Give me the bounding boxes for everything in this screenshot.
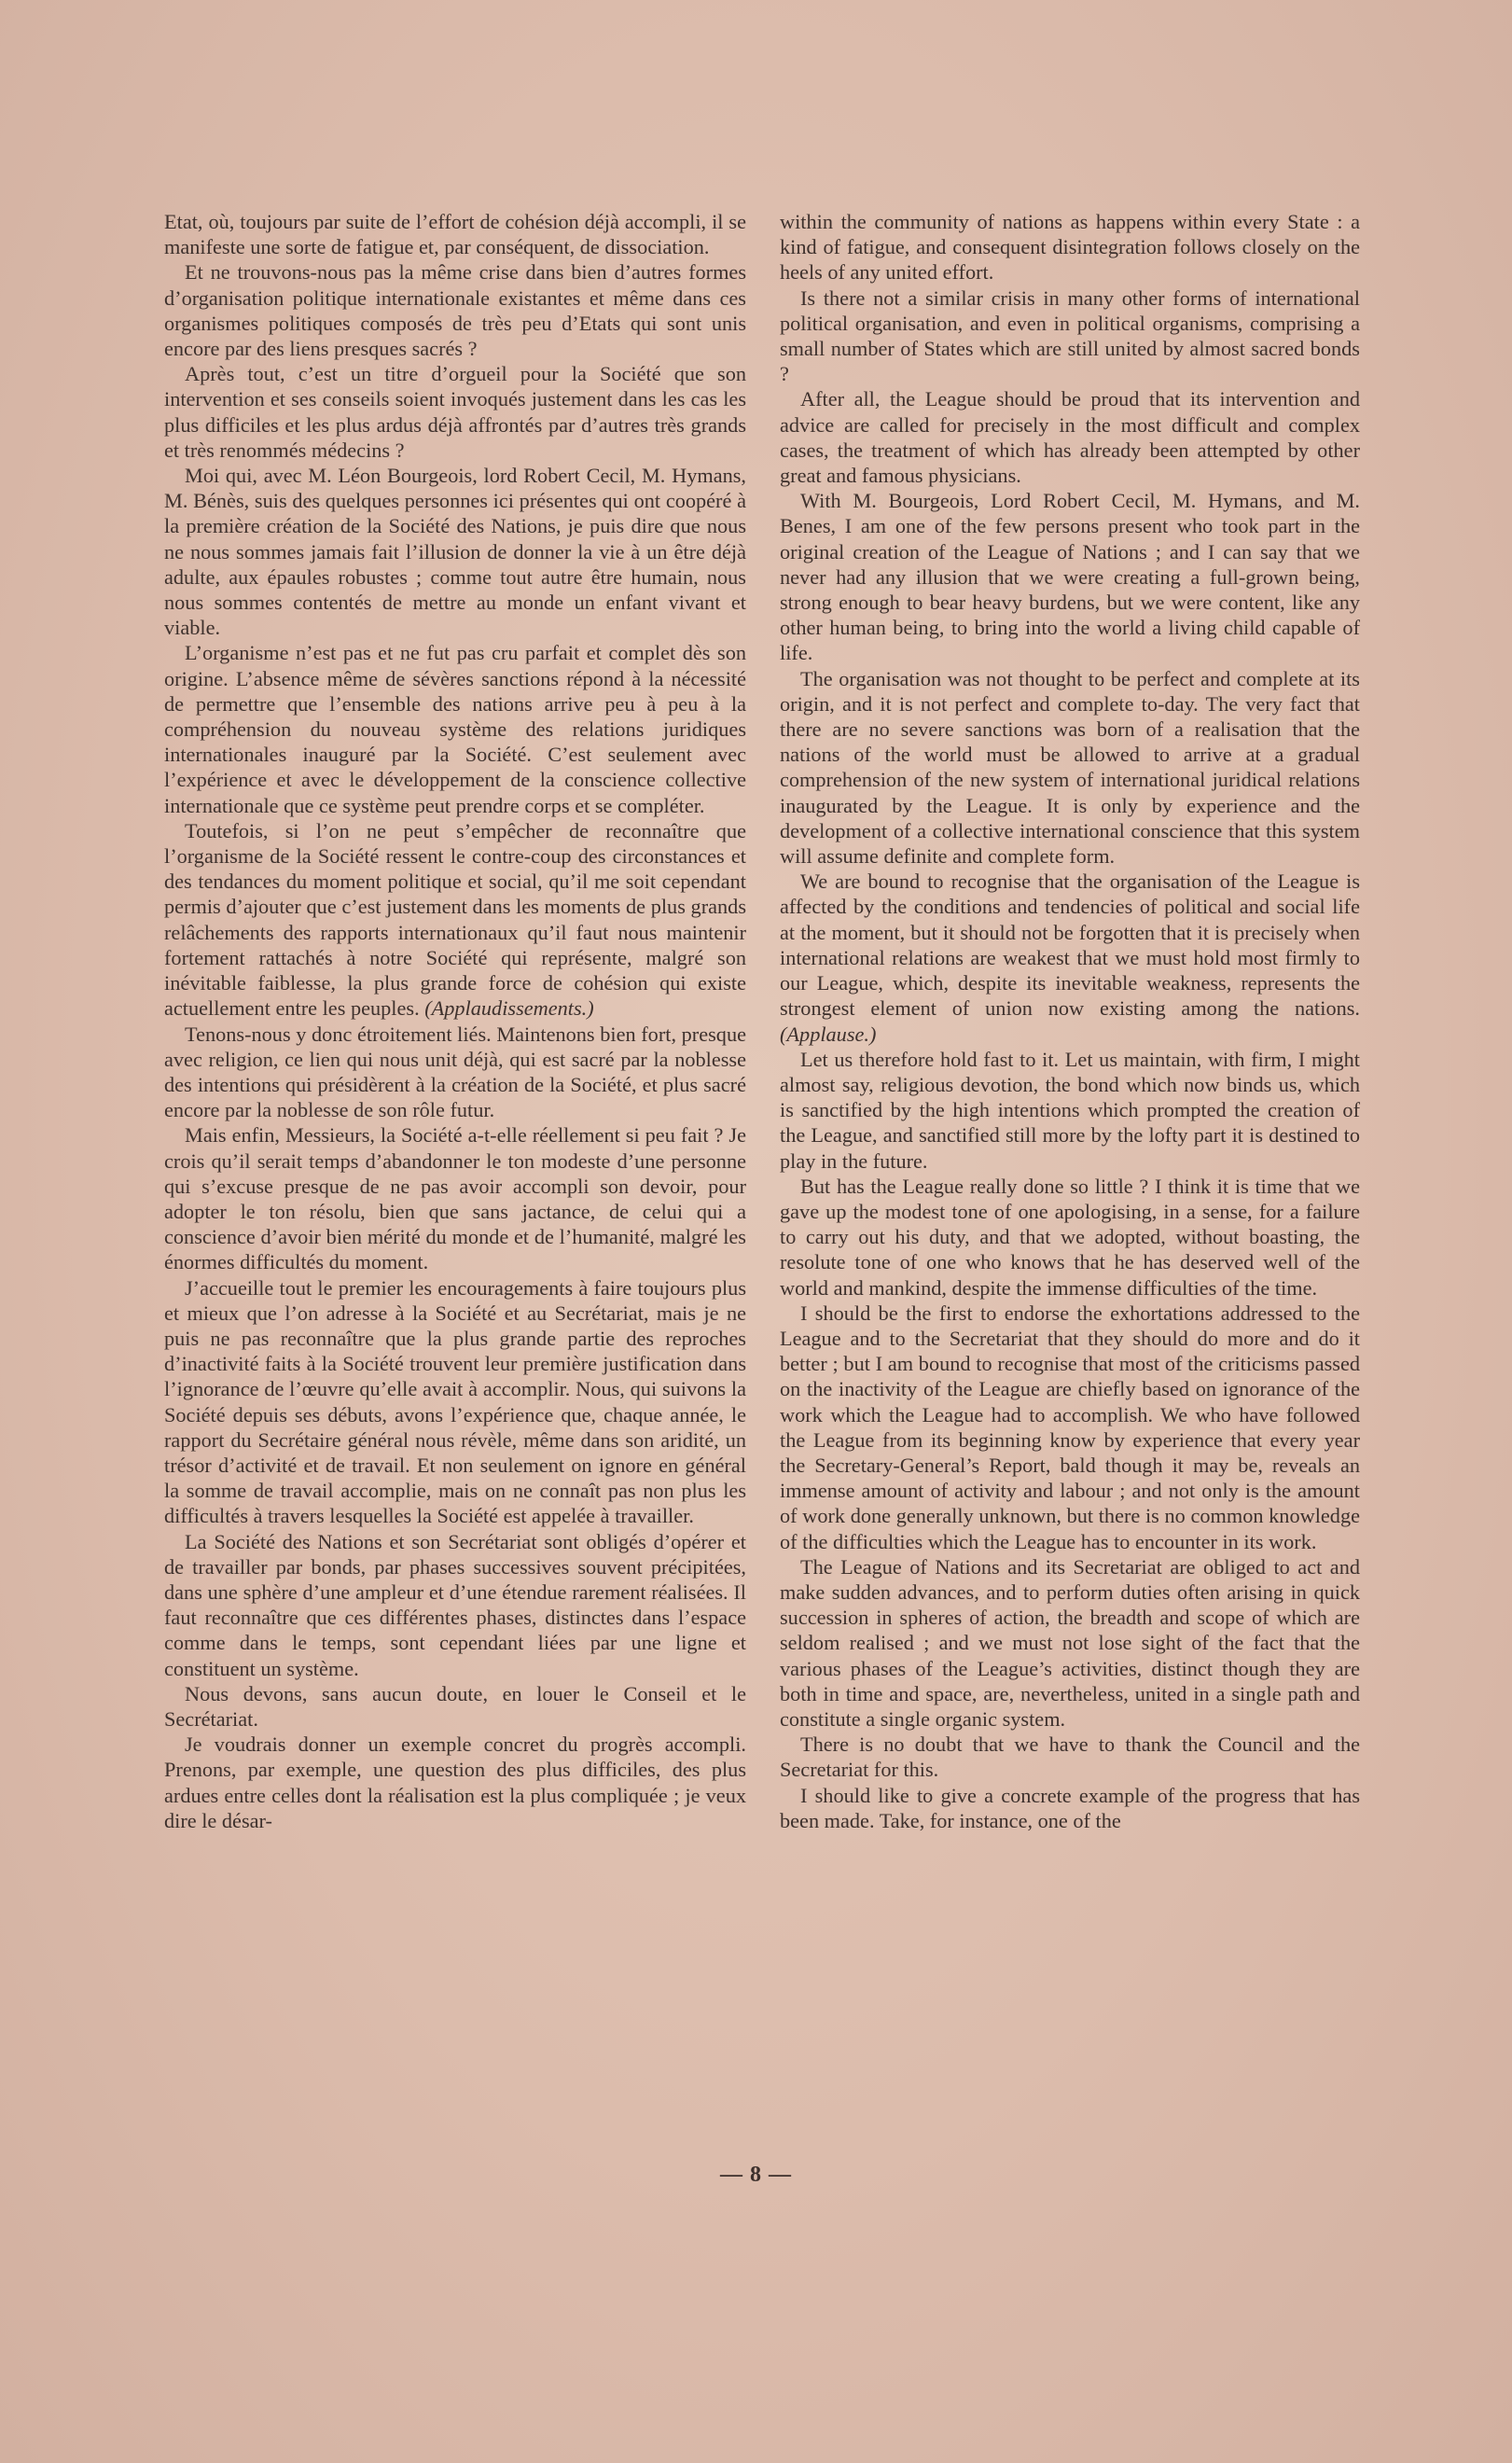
paragraph-text: Et ne trouvons-nous pas la même crise dans bien d’autres formes d’organisation politique internationale existantes et même dans ces organismes politiques composés de très peu d’Etats qui sont unis encore par des liens presques sacrés ? [164, 260, 746, 361]
applause-note: (Applaudissements.) [424, 996, 594, 1021]
paragraph [780, 666, 1360, 870]
paragraph [780, 488, 1360, 665]
paragraph-text: After all, the League should be proud that its intervention and advice are called for precisely in the most difficult and complex cases, the treatment of which has already been attempted by other great and famous physicians. [780, 387, 1360, 488]
paragraph [164, 361, 746, 463]
paragraph [780, 1732, 1360, 1782]
paragraph [164, 259, 746, 361]
paragraph [780, 1554, 1360, 1732]
paragraph-text: I should like to give a concrete example of the progress that has been made. Take, for instance, one of the [780, 1783, 1360, 1832]
paragraph-text: We are bound to recognise that the organisation of the League is affected by the conditions and tendencies of political and social life at the moment, but it should not be forgotten that it is precisely when international relations are weakest that we must hold most firmly to our League, which, despite its inevitable weakness, represents the strongest element of union now existing among the nations. [780, 870, 1360, 1021]
paragraph [780, 1301, 1360, 1554]
paragraph [780, 1047, 1360, 1174]
paragraph-text: La Société des Nations et son Secrétariat sont obligés d’opérer et de travailler par bonds, par phases successives souvent précipitées, dans une sphère d’une ampleur et d’une étendue rarement réalisées. Il faut reconnaître que ces différentes phases, distinctes dans l’espace comme dans le temps, sont cependant liées par une ligne et constituent un système. [164, 1529, 746, 1680]
paragraph-text: Toutefois, si l’on ne peut s’empêcher de reconnaître que l’organisme de la Société ressent le contre-coup des circonstances et des tendances du moment politique et social, qu’il me soit cependant permis d’ajouter que c’est justement dans les moments de plus grands relâchements des rapports internationaux qu’il faut nous maintenir fortement rattachés à notre Société qui représente, malgré son inévitable faiblesse, la plus grande force de cohésion qui existe actuellement entre les peuples. [164, 818, 746, 1021]
paragraph [164, 640, 746, 817]
paragraph-text: J’accueille tout le premier les encouragements à faire toujours plus et mieux que l’on adresse à la Société et au Secrétariat, mais je ne puis ne pas reconnaître que la plus grande partie des reproches d’inactivité faits à la Société trouvent leur première justification dans l’ignorance de l’œuvre qu’elle avait à accomplir. Nous, qui suivons la Société depuis ses débuts, avons l’expérience que, chaque année, le rapport du Secrétaire général nous révèle, même dans son aridité, un trésor d’activité et de travail. Et non seulement on ignore en général la somme de travail accomplie, mais on ne connaît pas non plus les difficultés à travers lesquelles la Société est appelée à travailler. [164, 1275, 746, 1528]
paragraph-text: Etat, où, toujours par suite de l’effort de cohésion déjà accompli, il se manifeste une sorte de fatigue et, par conséquent, de dissociation. [164, 210, 746, 259]
paragraph-text: Moi qui, avec M. Léon Bourgeois, lord Robert Cecil, M. Hymans, M. Bénès, suis des quelques personnes ici présentes qui ont coopéré à la première création de la Société des Nations, je puis dire que nous ne nous sommes jamais fait l’illusion de donner la vie à un être déjà adulte, aux épaules robustes ; comme tout autre être humain, nous nous sommes contentés de mettre au monde un enfant vivant et viable. [164, 464, 746, 640]
paragraph [780, 1783, 1360, 1833]
paragraph-text: But has the League really done so little ? I think it is time that we gave up the modest tone of one apologising, in a sense, for a failure to carry out his duty, and that we adopted, without boasting, the resolute tone of one who knows that he has deserved well of the world and mankind, despite the immense difficulties of the time. [780, 1174, 1360, 1300]
paragraph [164, 1529, 746, 1681]
english-text-column [780, 209, 1360, 1833]
applause-note: (Applause.) [780, 1022, 877, 1046]
paragraph-text: The League of Nations and its Secretariat are obliged to act and make sudden advances, and to perform duties often arising in quick succession in spheres of action, the breadth and scope of which are seldom realised ; and we must not lose sight of the fact that the various phases of the League’s activities, distinct though they are both in time and space, are, nevertheless, united in a single path and constitute a single organic system. [780, 1554, 1360, 1731]
paragraph-text: I should be the first to endorse the exhortations addressed to the League and to the Secretariat that they should do more and do it better ; but I am bound to recognise that most of the criticisms passed on the inactivity of the League are chiefly based on ignorance of the work which the League had to accomplish. We who have followed the League from its beginning know by experience that every year the Secretary-General’s Report, bald though it may be, reveals an immense amount of activity and labour ; and not only is the amount of work done generally unknown, but there is no common knowledge of the difficulties which the League has to encounter in its work. [780, 1301, 1360, 1553]
page-number: — 8 — [720, 2163, 792, 2187]
paragraph-text: Nous devons, sans aucun doute, en louer le Conseil et le Secrétariat. [164, 1681, 746, 1731]
paragraph-text: With M. Bourgeois, Lord Robert Cecil, M. Hymans, and M. Benes, I am one of the few persons present who took part in the original creation of the League of Nations ; and I can say that we never had any illusion that we were creating a full-grown being, strong enough to bear heavy burdens, but we were content, like any other human being, to bring into the world a living child capable of life. [780, 489, 1360, 665]
paragraph-text: Let us therefore hold fast to it. Let us maintain, with firm, I might almost say, religious devotion, the bond which now binds us, which is sanctified by the high intentions which prompted the creation of the League, and sanctified still more by the lofty part it is destined to play in the future. [780, 1047, 1360, 1173]
paragraph [780, 285, 1360, 387]
paragraph [780, 869, 1360, 1046]
paragraph [164, 209, 746, 259]
paragraph-text: within the community of nations as happens within every State : a kind of fatigue, and consequent disintegration follows closely on the heels of any united effort. [780, 210, 1360, 285]
paragraph [164, 1732, 746, 1833]
paragraph [164, 1275, 746, 1529]
paragraph-text: Tenons-nous y donc étroitement liés. Maintenons bien fort, presque avec religion, ce lien qui nous unit déjà, qui est sacré par la noblesse des intentions qui présidèrent à la création de la Société, et plus sacré encore par la noblesse de son rôle futur. [164, 1022, 746, 1122]
paragraph [780, 209, 1360, 285]
paragraph-text: Mais enfin, Messieurs, la Société a-t-elle réellement si peu fait ? Je crois qu’il serait temps d’abandonner le ton modeste d’une personne qui s’excuse presque de ne pas avoir accompli son devoir, pour adopter le ton résolu, bien que sans jactance, de celui qui a conscience d’avoir bien mérité du monde et de l’humanité, malgré les énormes difficultés du moment. [164, 1123, 746, 1274]
paragraph [164, 1022, 746, 1123]
paragraph-text: The organisation was not thought to be perfect and complete at its origin, and it is not perfect and complete to-day. The very fact that there are no severe sanctions was born of a realisation that the nations of the world must be allowed to arrive at a gradual comprehension of the new system of international juridical relations inaugurated by the League. It is only by experience and the development of a collective international conscience that this system will assume definite and complete form. [780, 666, 1360, 869]
paragraph-text: Après tout, c’est un titre d’orgueil pour la Société que son intervention et ses conseils soient invoqués justement dans les cas les plus difficiles et les plus ardus déjà affrontés par d’autres très grands et très renommés médecins ? [164, 362, 746, 462]
paragraph [164, 463, 746, 640]
paragraph [780, 1174, 1360, 1301]
paragraph-text: Je voudrais donner un exemple concret du progrès accompli. Prenons, par exemple, une question des plus difficiles, des plus ardues entre celles dont la réalisation est la plus compliquée ; je veux dire le désar- [164, 1732, 746, 1832]
paragraph [164, 1122, 746, 1274]
paragraph-text: L’organisme n’est pas et ne fut pas cru parfait et complet dès son origine. L’absence même de sévères sanctions répond à la nécessité de permettre que l’ensemble des nations arrive peu à peu à la compréhension du nouveau système des relations juridiques internationales inauguré par la Société. C’est seulement avec l’expérience et avec le développement de la conscience collective internationale que ce système peut prendre corps et se compléter. [164, 641, 746, 817]
paragraph-text: There is no doubt that we have to thank the Council and the Secretariat for this. [780, 1732, 1360, 1782]
paragraph [164, 1681, 746, 1732]
paragraph [780, 386, 1360, 488]
french-text-column [164, 209, 746, 1833]
paragraph-text: Is there not a similar crisis in many other forms of international political organisation, and even in political organisms, comprising a small number of States which are still united by almost sacred bonds ? [780, 285, 1360, 386]
paragraph [164, 818, 746, 1022]
